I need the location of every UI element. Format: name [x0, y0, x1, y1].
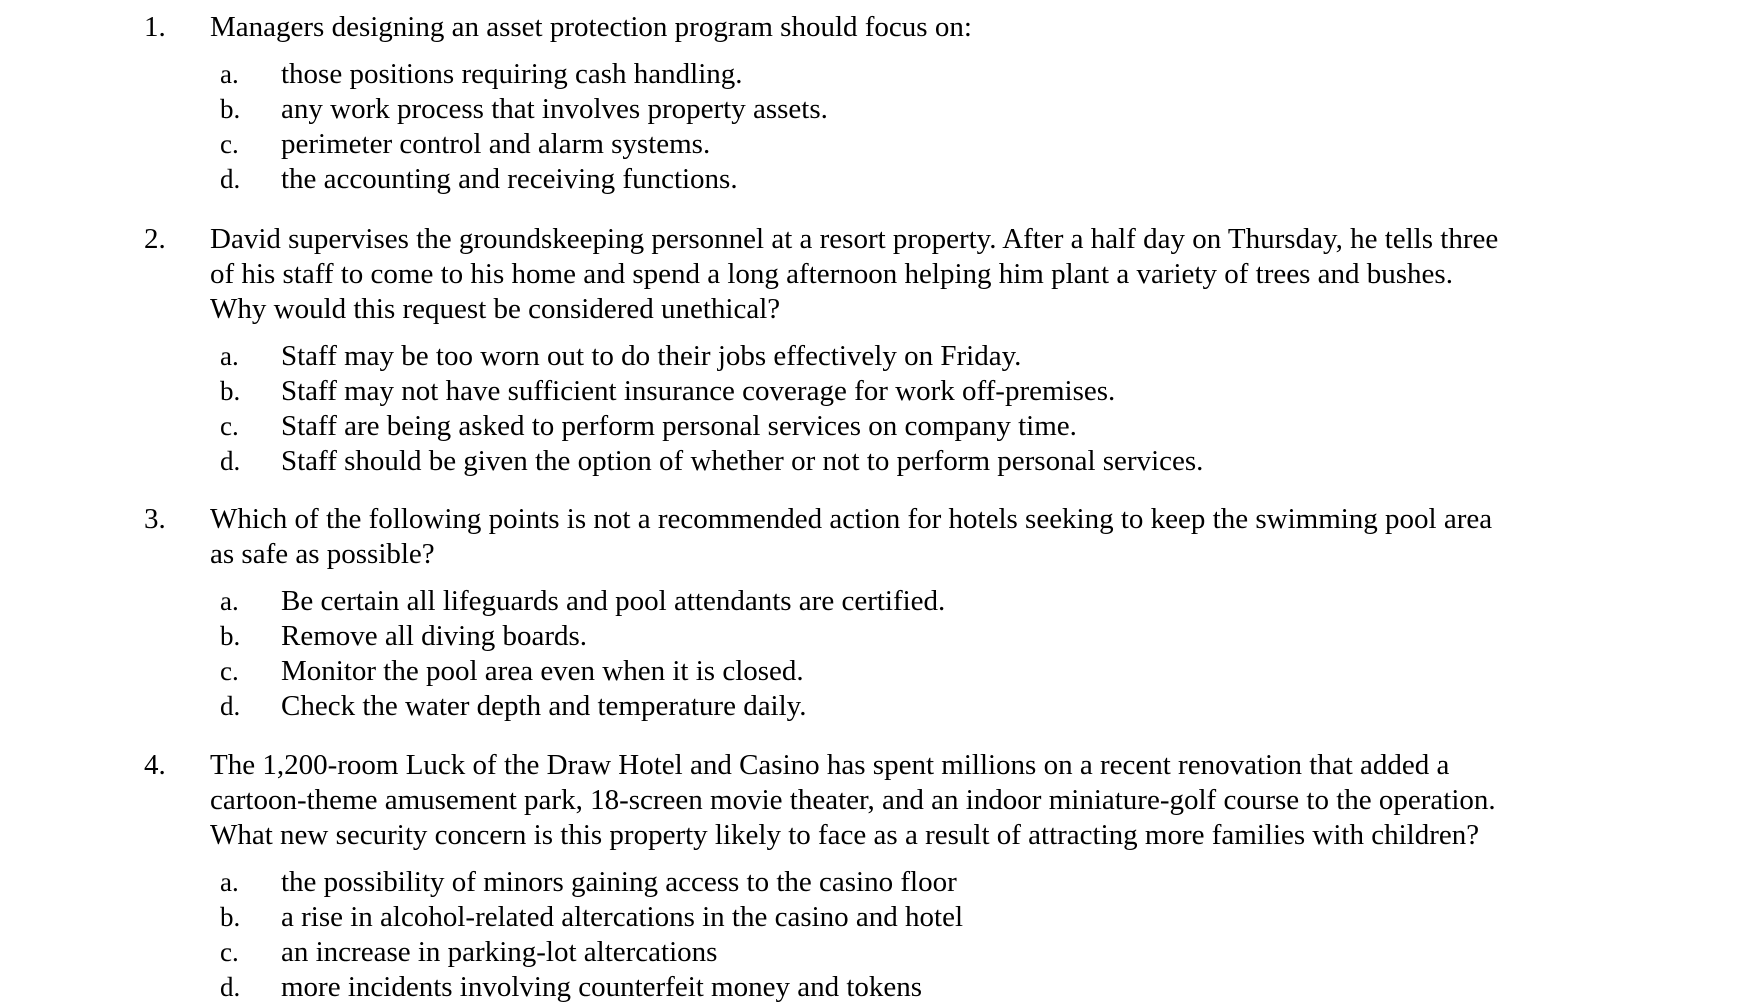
question-number: 4. [144, 749, 166, 781]
option-letter: d. [220, 446, 241, 476]
question-line: The 1,200-room Luck of the Draw Hotel and Casino has spent millions on a recent renovation that added a [210, 749, 1450, 781]
option-letter: c. [220, 411, 239, 441]
option-letter: a. [220, 341, 239, 371]
option-letter: a. [220, 59, 239, 89]
question-line: Which of the following points is not a recommended action for hotels seeking to keep the swimming pool area [210, 503, 1493, 535]
option-text: the accounting and receiving functions. [281, 163, 738, 195]
option-text: more incidents involving counterfeit money and tokens [281, 971, 923, 1003]
question-line: What new security concern is this property likely to face as a result of attracting more families with children? [210, 819, 1480, 851]
option-letter: d. [220, 691, 241, 721]
answer-option-b[interactable] [0, 900, 1764, 935]
question-number: 3. [144, 503, 166, 535]
option-letter: c. [220, 937, 239, 967]
answer-option-d[interactable] [0, 689, 1764, 724]
option-letter: c. [220, 656, 239, 686]
answer-option-c[interactable] [0, 409, 1764, 444]
option-text: Staff may be too worn out to do their jobs effectively on Friday. [281, 340, 1022, 372]
option-letter: b. [220, 902, 241, 932]
answer-option-a[interactable] [0, 57, 1764, 92]
option-text: Monitor the pool area even when it is closed. [281, 655, 804, 687]
option-text: Check the water depth and temperature daily. [281, 690, 807, 722]
option-text: any work process that involves property assets. [281, 93, 828, 125]
option-letter: a. [220, 586, 239, 616]
question-line: as safe as possible? [210, 538, 435, 570]
option-letter: b. [220, 94, 241, 124]
option-text: Staff should be given the option of whether or not to perform personal services. [281, 445, 1204, 477]
answer-option-b[interactable] [0, 374, 1764, 409]
option-letter: d. [220, 164, 241, 194]
answer-option-d[interactable] [0, 444, 1764, 479]
question-number: 1. [144, 11, 166, 43]
answer-option-a[interactable] [0, 339, 1764, 374]
option-letter: d. [220, 972, 241, 1002]
option-text: those positions requiring cash handling. [281, 58, 743, 90]
option-text: an increase in parking-lot altercations [281, 936, 718, 968]
option-text: the possibility of minors gaining access to the casino floor [281, 866, 957, 898]
option-text: Staff are being asked to perform personal services on company time. [281, 410, 1077, 442]
question-text [210, 502, 1600, 572]
answer-options [0, 57, 1764, 197]
answer-option-b[interactable] [0, 92, 1764, 127]
answer-option-d[interactable] [0, 162, 1764, 197]
answer-option-d[interactable] [0, 970, 1764, 1005]
answer-options [0, 865, 1764, 1005]
question-text [210, 222, 1600, 327]
question-text [210, 748, 1600, 853]
option-text: Remove all diving boards. [281, 620, 588, 652]
option-text: a rise in alcohol-related altercations in the casino and hotel [281, 901, 964, 933]
option-text: Be certain all lifeguards and pool attendants are certified. [281, 585, 946, 617]
question-line: of his staff to come to his home and spend a long afternoon helping him plant a variety of trees and bushes. [210, 258, 1453, 290]
option-letter: b. [220, 621, 241, 651]
answer-options [0, 339, 1764, 479]
answer-option-c[interactable] [0, 127, 1764, 162]
answer-option-c[interactable] [0, 654, 1764, 689]
question-line: cartoon-theme amusement park, 18-screen movie theater, and an indoor miniature-golf course to the operation. [210, 784, 1496, 816]
question-line: David supervises the groundskeeping personnel at a resort property. After a half day on Thursday, he tells three [210, 223, 1499, 255]
question-line: Why would this request be considered unethical? [210, 293, 781, 325]
answer-options [0, 584, 1764, 724]
answer-option-a[interactable] [0, 584, 1764, 619]
option-text: Staff may not have sufficient insurance coverage for work off-premises. [281, 375, 1116, 407]
question-line: Managers designing an asset protection program should focus on: [210, 11, 972, 43]
option-letter: b. [220, 376, 241, 406]
option-letter: a. [220, 867, 239, 897]
option-letter: c. [220, 129, 239, 159]
question-text [210, 10, 1600, 45]
answer-option-a[interactable] [0, 865, 1764, 900]
option-text: perimeter control and alarm systems. [281, 128, 711, 160]
answer-option-b[interactable] [0, 619, 1764, 654]
question-number: 2. [144, 223, 166, 255]
answer-option-c[interactable] [0, 935, 1764, 970]
